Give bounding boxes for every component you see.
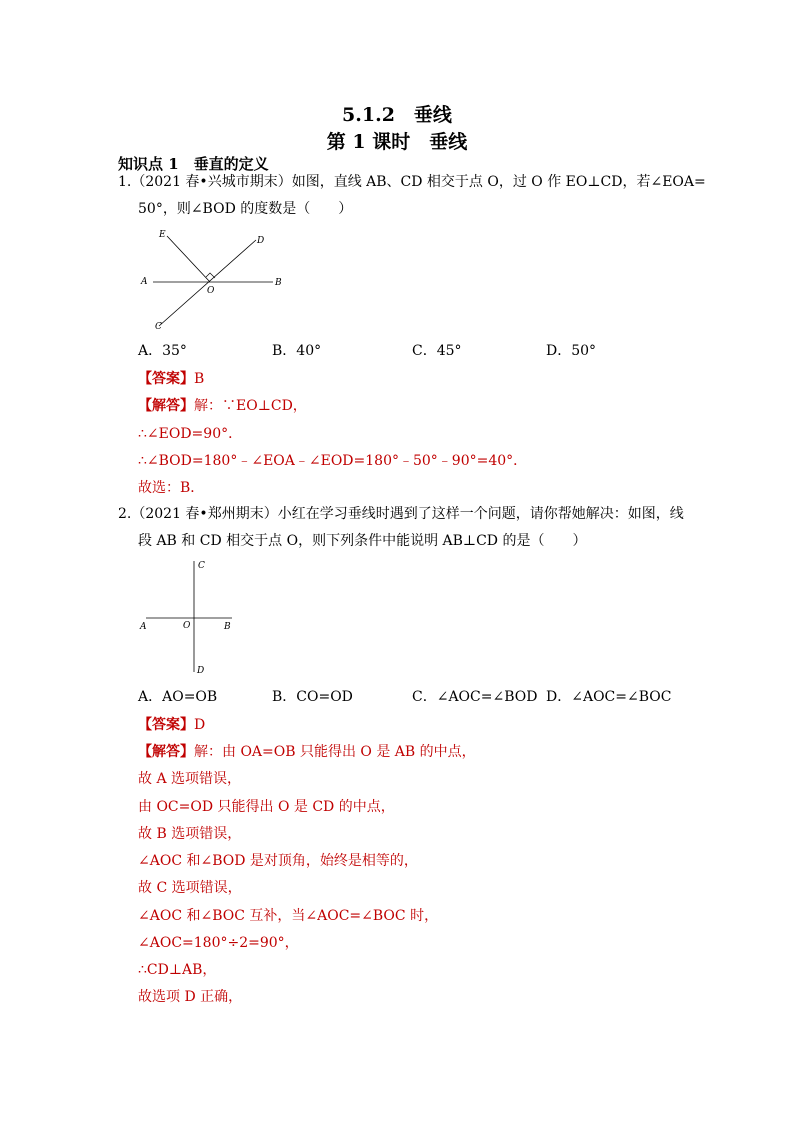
label-a: A — [140, 622, 147, 632]
label-b: B — [275, 278, 282, 288]
q2-stem-line1: 2.（2021 春•郑州期末）小红在学习垂线时遇到了这样一个问题，请你帮她解决：如图，线 — [118, 506, 684, 522]
label-c: C — [198, 561, 205, 571]
q2-analysis-line: ∠AOC=180°÷2=90°， — [138, 935, 299, 951]
q1-analysis-line: 故选：B． — [138, 480, 205, 496]
q2-analysis-line: ∠AOC 和∠BOC 互补，当∠AOC=∠BOC 时， — [138, 908, 439, 924]
q1-answer: 【答案】B — [138, 371, 205, 387]
q2-option-d: D．∠AOC=∠BOC — [546, 689, 672, 705]
label-e: E — [159, 230, 166, 240]
label-b: B — [224, 622, 231, 632]
q1-figure — [135, 225, 295, 335]
q1-option-c: C．45° — [412, 343, 462, 359]
label-d: D — [197, 666, 205, 676]
q1-analysis-line: ∴∠BOD=180°﹣∠EOA﹣∠EOD=180°﹣50°﹣90°=40°． — [138, 453, 528, 469]
q2-analysis-line: 故 A 选项错误， — [138, 771, 242, 787]
q2-option-a: A．AO=OB — [138, 689, 218, 705]
page-subtitle: 第 1 课时 垂线 — [326, 131, 468, 153]
q2-analysis-line: 【解答】解：由 OA=OB 只能得出 O 是 AB 的中点， — [138, 744, 476, 760]
label-c: C — [155, 322, 162, 332]
q2-analysis-line: ∴CD⊥AB， — [138, 962, 217, 978]
q2-analysis-line: 故选项 D 正确， — [138, 989, 243, 1005]
q2-figure — [138, 555, 248, 680]
q2-option-c: C．∠AOC=∠BOD — [412, 689, 538, 705]
q1-option-b: B．40° — [272, 343, 322, 359]
label-a: A — [141, 277, 148, 287]
label-o: O — [183, 621, 191, 631]
label-d: D — [257, 236, 265, 246]
label-o: O — [207, 286, 215, 296]
q1-stem-line2: 50°，则∠BOD 的度数是（ ） — [138, 201, 353, 217]
q1-analysis-line: 【解答】解：∵EO⊥CD， — [138, 398, 307, 414]
q1-option-d: D．50° — [546, 343, 597, 359]
page-title: 5.1.2 垂线 — [342, 104, 452, 126]
q2-stem-line2: 段 AB 和 CD 相交于点 O，则下列条件中能说明 AB⊥CD 的是（ ） — [138, 533, 587, 549]
q2-answer: 【答案】D — [138, 717, 206, 733]
q1-option-a: A．35° — [138, 343, 187, 359]
line-cd — [159, 240, 256, 326]
ray-oe — [167, 236, 210, 282]
q2-analysis-line: 故 C 选项错误， — [138, 880, 242, 896]
q1-stem-line1: 1.（2021 春•兴城市期末）如图，直线 AB、CD 相交于点 O，过 O 作 EO⊥CD，若∠EOA= — [118, 174, 706, 190]
q2-option-b: B．CO=OD — [272, 689, 353, 705]
q1-analysis-line: ∴∠EOD=90°． — [138, 426, 243, 442]
q2-analysis-line: 由 OC=OD 只能得出 O 是 CD 的中点， — [138, 799, 395, 815]
section-heading: 知识点 1 垂直的定义 — [118, 155, 269, 173]
q2-analysis-line: 故 B 选项错误， — [138, 826, 242, 842]
q2-analysis-line: ∠AOC 和∠BOD 是对顶角，始终是相等的， — [138, 853, 418, 869]
